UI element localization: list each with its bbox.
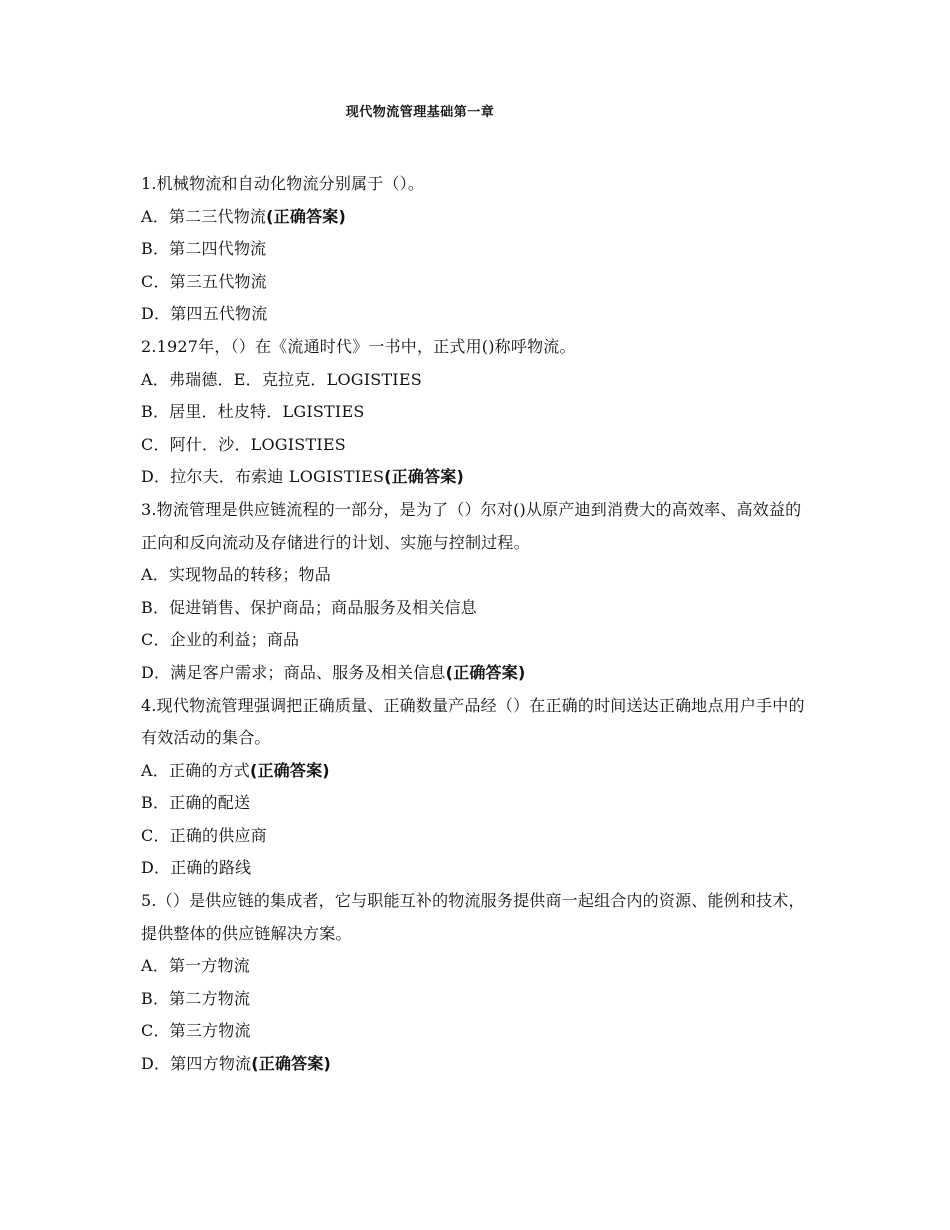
- option-c: C．第三五代物流: [141, 271, 267, 291]
- question-2: [141, 331, 813, 494]
- question-3: [141, 494, 813, 690]
- question-text: 2.1927年，（）在《流通时代》一书中，正式用()称呼物流。: [141, 336, 576, 356]
- option-b: B．居里．杜皮特．LGISTIES: [141, 402, 365, 422]
- option-d: D．第四五代物流: [141, 304, 268, 324]
- correct-answer-marker: (正确答案): [249, 760, 330, 780]
- option-b: B．第二四代物流: [141, 239, 267, 259]
- correct-answer-marker: (正确答案): [445, 662, 526, 682]
- option-a: A．实现物品的转移；物品: [141, 565, 331, 585]
- correct-answer-marker: (正确答案): [384, 467, 464, 487]
- option-a: A．第二三代物流(正确答案): [141, 206, 346, 226]
- question-text: 3.物流管理是供应链流程的一部分，是为了（）尔对()从原产迪到消费大的高效率、高效益的正向和反向流动及存储进行的计划、实施与控制过程。: [141, 499, 802, 552]
- correct-answer-marker: (正确答案): [266, 206, 346, 226]
- option-c: C．第三方物流: [141, 1021, 251, 1041]
- document-title: 现代物流管理基础第一章: [345, 105, 495, 120]
- option-d: D．正确的路线: [141, 858, 252, 878]
- option-d: D．拉尔夫．布索迪 LOGISTIES(正确答案): [141, 467, 464, 487]
- option-a: A．正确的方式(正确答案): [141, 760, 330, 780]
- option-b: B．正确的配送: [141, 793, 251, 813]
- correct-answer-marker: (正确答案): [251, 1054, 332, 1074]
- option-c: C．正确的供应商: [141, 825, 267, 845]
- option-b: B．促进销售、保护商品；商品服务及相关信息: [141, 597, 477, 617]
- question-4: [141, 690, 813, 886]
- option-d: D．满足客户需求；商品、服务及相关信息(正确答案): [141, 662, 526, 682]
- question-text: 1.机械物流和自动化物流分别属于（）。: [141, 174, 425, 193]
- question-text: 4.现代物流管理强调把正确质量、正确数量产品经（）在正确的时间送达正确地点用户手中的有效活动的集合。: [141, 695, 805, 748]
- option-d: D．第四方物流(正确答案): [141, 1054, 332, 1074]
- option-b: B．第二方物流: [141, 988, 251, 1008]
- question-list: [141, 168, 813, 1081]
- question-5: [141, 885, 813, 1081]
- question-1: [141, 168, 813, 331]
- option-c: C．阿什．沙．LOGISTIES: [141, 434, 346, 454]
- question-text: 5.（）是供应链的集成者，它与职能互补的物流服务提供商一起组合内的资源、能例和技术，提供整体的供应链解决方案。: [141, 891, 805, 943]
- option-c: C．企业的利益；商品: [141, 630, 300, 650]
- option-a: A．第一方物流: [141, 956, 250, 976]
- option-a: A．弗瑞德．E．克拉克．LOGISTIES: [141, 369, 422, 389]
